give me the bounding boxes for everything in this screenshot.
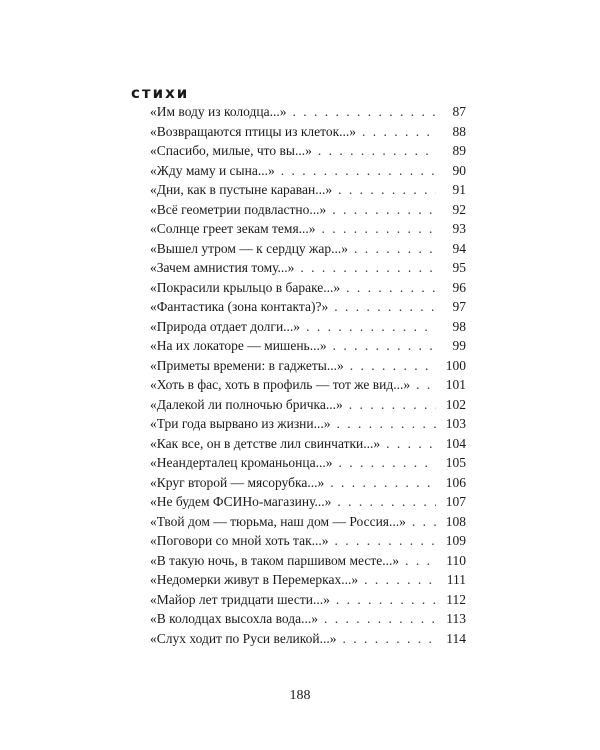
toc-entry bbox=[150, 414, 466, 434]
toc-entry bbox=[150, 161, 466, 181]
dot-leader bbox=[354, 239, 436, 259]
toc-entry-title: «Зачем амнистия тому...» bbox=[150, 260, 295, 275]
toc-entry-page: 99 bbox=[452, 338, 466, 353]
toc-entry-page: 111 bbox=[446, 572, 466, 587]
toc-entry bbox=[150, 531, 466, 551]
toc-entry-title: «Им воду из колодца...» bbox=[150, 104, 287, 119]
toc-entry-title: «Недомерки живут в Перемерках...» bbox=[150, 572, 359, 587]
toc-entry-page: 92 bbox=[452, 201, 466, 217]
toc-entry-page: 95 bbox=[452, 260, 466, 275]
dot-leader bbox=[336, 590, 436, 610]
section-heading: стихи bbox=[131, 84, 190, 102]
toc-entry-page: 87 bbox=[452, 104, 466, 119]
dot-leader bbox=[333, 336, 436, 356]
dot-leader bbox=[364, 570, 436, 590]
dot-leader bbox=[386, 434, 436, 454]
toc-entry bbox=[150, 278, 466, 298]
toc-entry-page: 94 bbox=[452, 240, 466, 256]
dot-leader bbox=[339, 453, 436, 473]
dot-leader bbox=[416, 375, 436, 395]
dot-leader bbox=[349, 395, 436, 415]
toc-entry-title: «Неандерталец кроманьонца...» bbox=[150, 455, 333, 470]
dot-leader bbox=[324, 609, 436, 629]
toc-entry-title: «Покрасили крыльцо в бараке...» bbox=[150, 279, 341, 295]
dot-leader bbox=[306, 317, 436, 337]
table-of-contents bbox=[150, 102, 466, 648]
toc-entry-page: 98 bbox=[452, 318, 466, 334]
toc-entry-title: «Спасибо, милые, что вы...» bbox=[150, 143, 312, 158]
toc-entry-page: 104 bbox=[445, 435, 466, 451]
toc-entry bbox=[150, 551, 466, 571]
toc-entry-title: «Фантастика (зона контакта)?» bbox=[150, 299, 329, 314]
toc-entry-title: «Слух ходит по Руси великой...» bbox=[150, 630, 337, 646]
toc-entry bbox=[150, 122, 466, 142]
toc-entry-page: 100 bbox=[445, 357, 466, 373]
toc-entry bbox=[150, 629, 466, 649]
toc-entry-title: «В колодцах высохла вода...» bbox=[150, 611, 318, 626]
toc-entry-title: «Твой дом — тюрьма, наш дом — Россия...» bbox=[150, 513, 406, 529]
toc-entry-title: «Далекой ли полночью бричка...» bbox=[150, 396, 343, 412]
toc-entry-title: «Природа отдает долги...» bbox=[150, 318, 301, 334]
toc-entry bbox=[150, 141, 466, 161]
dot-leader bbox=[405, 551, 436, 571]
toc-entry bbox=[150, 356, 466, 376]
dot-leader bbox=[300, 258, 436, 278]
toc-entry-page: 110 bbox=[446, 552, 466, 568]
toc-entry bbox=[150, 317, 466, 337]
dot-leader bbox=[281, 161, 436, 181]
toc-entry-title: «Дни, как в пустыне караван...» bbox=[150, 182, 333, 197]
toc-entry bbox=[150, 200, 466, 220]
toc-entry bbox=[150, 336, 466, 356]
toc-entry bbox=[150, 609, 466, 629]
toc-entry bbox=[150, 590, 466, 610]
toc-entry bbox=[150, 434, 466, 454]
dot-leader bbox=[318, 141, 436, 161]
toc-entry-title: «Не будем ФСИНо-магазину...» bbox=[150, 494, 332, 509]
toc-entry-title: «В такую ночь, в таком паршивом месте...» bbox=[150, 552, 400, 568]
toc-entry-page: 103 bbox=[445, 416, 466, 431]
toc-entry-page: 97 bbox=[452, 299, 466, 314]
toc-entry-title: «Три года вырвано из жизни...» bbox=[150, 416, 331, 431]
dot-leader bbox=[343, 629, 436, 649]
toc-entry bbox=[150, 180, 466, 200]
dot-leader bbox=[362, 122, 436, 142]
toc-entry-title: «На их локаторе — мишень...» bbox=[150, 338, 327, 353]
toc-entry bbox=[150, 219, 466, 239]
toc-entry bbox=[150, 239, 466, 259]
toc-entry bbox=[150, 375, 466, 395]
toc-entry-page: 102 bbox=[445, 396, 466, 412]
toc-entry bbox=[150, 570, 466, 590]
toc-entry-title: «Всё геометрии подвластно...» bbox=[150, 201, 327, 217]
toc-entry-page: 89 bbox=[452, 143, 466, 158]
toc-entry-page: 114 bbox=[446, 630, 466, 646]
toc-entry-page: 108 bbox=[445, 513, 466, 529]
toc-entry-title: «Приметы времени: в гаджеты...» bbox=[150, 357, 344, 373]
toc-entry bbox=[150, 492, 466, 512]
toc-entry-page: 109 bbox=[445, 533, 466, 548]
dot-leader bbox=[412, 512, 436, 532]
toc-entry-title: «Жду маму и сына...» bbox=[150, 162, 275, 178]
toc-entry-page: 112 bbox=[446, 591, 466, 607]
dot-leader bbox=[322, 219, 436, 239]
toc-entry bbox=[150, 258, 466, 278]
toc-entry-page: 105 bbox=[445, 455, 466, 470]
toc-entry bbox=[150, 102, 466, 122]
dot-leader bbox=[337, 492, 436, 512]
toc-entry bbox=[150, 297, 466, 317]
toc-entry-title: «Круг второй — мясорубка...» bbox=[150, 474, 325, 490]
dot-leader bbox=[334, 297, 436, 317]
toc-entry-page: 93 bbox=[452, 221, 466, 236]
dot-leader bbox=[337, 414, 436, 434]
toc-entry-title: «Поговори со мной хоть так...» bbox=[150, 533, 329, 548]
toc-entry-page: 91 bbox=[452, 182, 466, 197]
toc-entry-title: «Майор лет тридцати шести...» bbox=[150, 591, 330, 607]
toc-entry-page: 101 bbox=[445, 377, 466, 392]
dot-leader bbox=[338, 180, 436, 200]
dot-leader bbox=[330, 473, 436, 493]
dot-leader bbox=[335, 531, 436, 551]
toc-entry-page: 88 bbox=[452, 123, 466, 139]
dot-leader bbox=[293, 102, 437, 122]
toc-entry-title: «Хоть в фас, хоть в профиль — тот же вид...» bbox=[150, 377, 411, 392]
dot-leader bbox=[350, 356, 436, 376]
dot-leader bbox=[346, 278, 436, 298]
toc-entry-page: 90 bbox=[452, 162, 466, 178]
toc-entry-page: 107 bbox=[445, 494, 466, 509]
toc-entry bbox=[150, 512, 466, 532]
toc-entry-page: 106 bbox=[445, 474, 466, 490]
toc-entry-title: «Как все, он в детстве лил свинчатки...» bbox=[150, 435, 381, 451]
toc-entry-title: «Вышел утром — к сердцу жар...» bbox=[150, 240, 348, 256]
page-number: 188 bbox=[289, 688, 311, 703]
toc-entry-title: «Возвращаются птицы из клеток...» bbox=[150, 123, 357, 139]
dot-leader bbox=[332, 200, 436, 220]
toc-entry-page: 96 bbox=[452, 279, 466, 295]
toc-entry bbox=[150, 453, 466, 473]
toc-entry-title: «Солнце греет зекам темя...» bbox=[150, 221, 316, 236]
toc-entry-page: 113 bbox=[446, 611, 466, 626]
toc-entry bbox=[150, 395, 466, 415]
toc-entry bbox=[150, 473, 466, 493]
